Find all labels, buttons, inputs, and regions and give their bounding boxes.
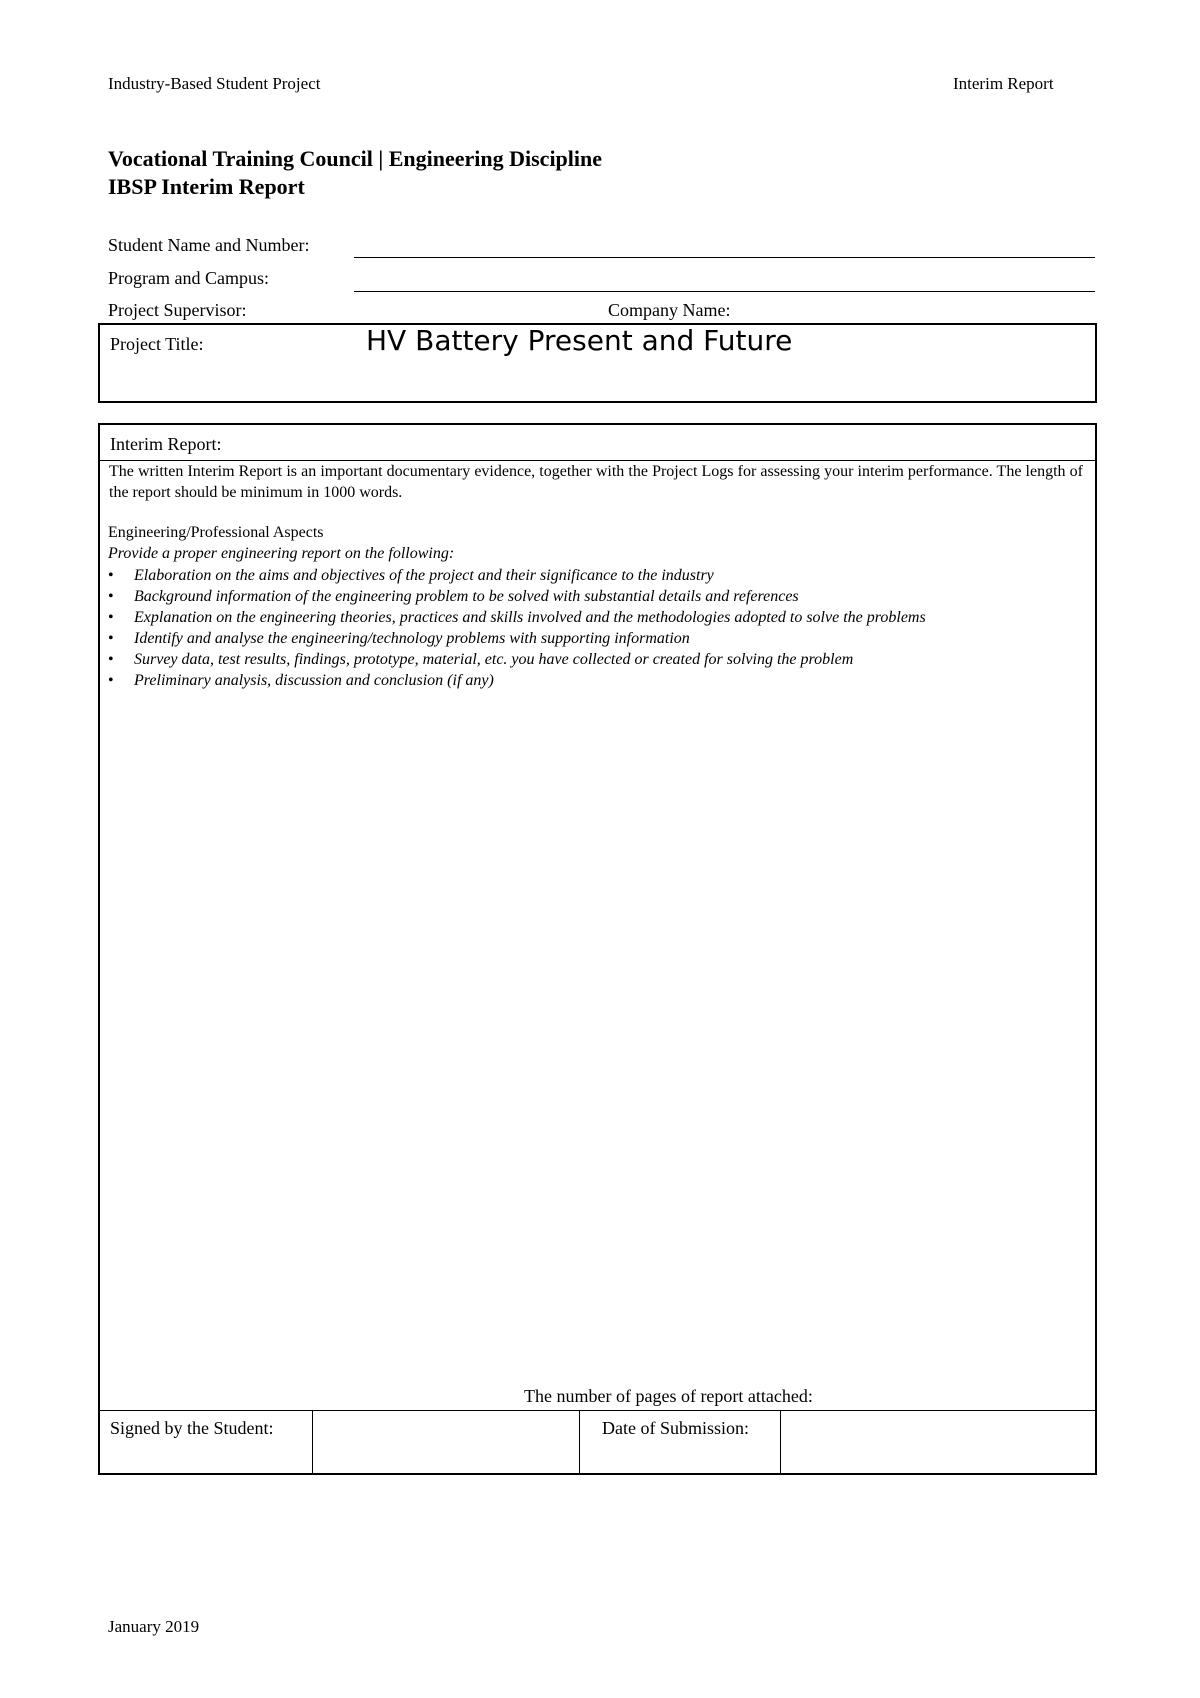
interim-report-header-row: [100, 424, 1095, 461]
list-item: • Preliminary analysis, discussion and conclusion (if any): [108, 672, 494, 689]
footer-date: January 2019: [108, 1617, 200, 1636]
interim-report-instructions: The written Interim Report is an important documentary evidence, together with the Project Logs for assessing your interim performance. The length of the report should be minimum in 1000 words.: [109, 463, 1083, 501]
student-name-field[interactable]: [354, 257, 1095, 258]
student-name-label: Student Name and Number:: [108, 235, 310, 255]
document-subtitle: IBSP Interim Report: [108, 174, 305, 199]
bullet-icon: •: [108, 672, 114, 689]
cell-divider: [579, 1410, 580, 1474]
pages-attached-label: The number of pages of report attached:: [524, 1386, 813, 1406]
program-campus-field[interactable]: [354, 291, 1095, 292]
project-title-value: HV Battery Present and Future: [366, 324, 793, 357]
aspects-list: [108, 565, 926, 691]
list-item: • Survey data, test results, findings, prototype, material, etc. you have collected or created for solving the problem: [108, 651, 854, 668]
company-name-label: Company Name:: [608, 300, 731, 320]
bullet-icon: •: [108, 567, 114, 584]
bullet-icon: •: [108, 609, 114, 626]
signed-by-student-label: Signed by the Student:: [110, 1418, 274, 1438]
list-item: • Elaboration on the aims and objectives of the project and their significance to the industry: [108, 567, 714, 584]
interim-report-label: Interim Report:: [110, 434, 222, 454]
program-campus-label: Program and Campus:: [108, 268, 269, 288]
project-supervisor-label: Project Supervisor:: [108, 300, 247, 320]
aspects-heading: Engineering/Professional Aspects: [108, 524, 324, 541]
bullet-icon: •: [108, 630, 114, 647]
list-item: • Identify and analyse the engineering/technology problems with supporting information: [108, 630, 690, 647]
date-of-submission-label: Date of Submission:: [602, 1418, 749, 1438]
running-header-left: Industry-Based Student Project: [108, 74, 321, 93]
aspects-subheading: Provide a proper engineering report on the following:: [108, 545, 455, 562]
bullet-icon: •: [108, 651, 114, 668]
project-title-label: Project Title:: [110, 334, 204, 354]
date-of-submission-field[interactable]: [781, 1411, 1094, 1473]
report-body-area[interactable]: [100, 700, 1095, 1380]
bullet-icon: •: [108, 588, 114, 605]
student-signature-field[interactable]: [313, 1411, 578, 1473]
running-header-right: Interim Report: [953, 74, 1054, 93]
list-item: • Background information of the engineering problem to be solved with substantial details and references: [108, 588, 799, 605]
list-item: • Explanation on the engineering theories, practices and skills involved and the methodologies adopted to solve the problems: [108, 609, 926, 626]
document-title: Vocational Training Council | Engineering Discipline: [108, 146, 603, 171]
